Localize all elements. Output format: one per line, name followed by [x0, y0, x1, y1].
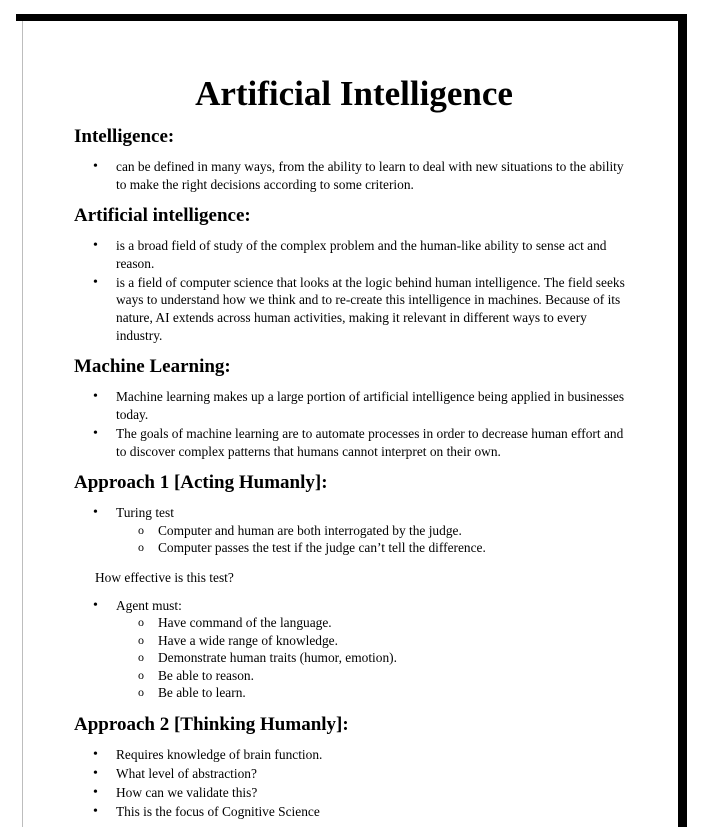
list-item — [74, 274, 634, 344]
bullet-icon: • — [93, 597, 98, 613]
list-item — [74, 784, 634, 802]
list-item — [74, 388, 634, 423]
list-item-text: is a broad field of study of the complex problem and the human-like ability to sense act and reason. — [116, 238, 607, 271]
circle-bullet-icon: o — [138, 685, 144, 700]
list-item-text: How can we validate this? — [116, 785, 258, 801]
bullet-icon: • — [93, 274, 98, 290]
bullet-icon: • — [93, 804, 98, 820]
sub-list-item — [116, 522, 634, 540]
page-frame-right-border — [678, 14, 687, 827]
sub-list-item — [116, 614, 634, 632]
circle-bullet-icon: o — [138, 650, 144, 665]
agent-must-list — [74, 597, 634, 703]
bullet-icon: • — [93, 766, 98, 782]
list-item — [74, 158, 634, 193]
section-heading-approach-1: Approach 1 [Acting Humanly]: — [74, 472, 328, 494]
bullet-icon: • — [93, 505, 98, 521]
machine-learning-list — [74, 388, 634, 460]
section-heading-approach-2: Approach 2 [Thinking Humanly]: — [74, 714, 349, 736]
page-frame-left-border — [22, 21, 23, 827]
page-frame-top-border — [16, 14, 687, 21]
sub-list-item-text: Have a wide range of knowledge. — [158, 632, 338, 648]
sub-list-item-text: Computer passes the test if the judge can’t tell the difference. — [158, 540, 486, 556]
list-item-text: Turing test — [116, 505, 174, 521]
circle-bullet-icon: o — [138, 540, 144, 555]
artificial-intelligence-list — [74, 237, 634, 344]
agent-must-sublist — [116, 614, 634, 702]
circle-bullet-icon: o — [138, 615, 144, 630]
sub-list-item-text: Be able to reason. — [158, 667, 254, 683]
bullet-icon: • — [93, 238, 98, 254]
list-item-text: This is the focus of Cognitive Science — [116, 804, 320, 820]
list-item — [74, 504, 634, 557]
list-item-text: Requires knowledge of brain function. — [116, 747, 323, 763]
bullet-icon: • — [93, 389, 98, 405]
list-item-text: can be defined in many ways, from the ability to learn to deal with new situations to the ability to make the right decisions according to some criterion. — [116, 159, 624, 192]
bullet-icon: • — [93, 785, 98, 801]
section-heading-machine-learning: Machine Learning: — [74, 356, 231, 378]
list-item-text: Agent must: — [116, 597, 182, 613]
intelligence-list — [74, 158, 634, 193]
list-item-text: Machine learning makes up a large portion of artificial intelligence being applied in businesses today. — [116, 389, 625, 422]
list-item-text: The goals of machine learning are to automate processes in order to decrease human effort and to discover complex patterns that humans cannot interpret on their own. — [116, 425, 624, 459]
list-item — [74, 597, 634, 703]
sub-list-item-text: Demonstrate human traits (humor, emotion). — [158, 650, 397, 666]
circle-bullet-icon: o — [138, 522, 144, 537]
bullet-icon: • — [93, 425, 98, 441]
approach-2-list — [74, 746, 634, 821]
sub-list-item-text: Have command of the language. — [158, 615, 332, 631]
list-item — [74, 765, 634, 783]
turing-question: How effective is this test? — [95, 569, 234, 585]
sub-list-item-text: Be able to learn. — [158, 685, 246, 701]
section-heading-artificial-intelligence: Artificial intelligence: — [74, 205, 251, 227]
document-title: Artificial Intelligence — [195, 74, 513, 113]
circle-bullet-icon: o — [138, 667, 144, 682]
sub-list-item — [116, 539, 634, 557]
turing-test-sublist — [116, 522, 634, 557]
sub-list-item — [116, 667, 634, 685]
list-item — [74, 237, 634, 272]
list-item — [74, 425, 634, 460]
section-heading-intelligence: Intelligence: — [74, 126, 175, 147]
sub-list-item — [116, 632, 634, 650]
sub-list-item — [116, 684, 634, 702]
sub-list-item-text: Computer and human are both interrogated by the judge. — [158, 522, 462, 538]
turing-test-list — [74, 504, 634, 557]
list-item-text: is a field of computer science that looks at the logic behind human intelligence. The field seeks ways to understand how we think and to re-create this intelligence in machines. Because of its nature, AI extends across human activities, making it relevant in different ways to every industry. — [116, 274, 625, 343]
list-item-text: What level of abstraction? — [116, 766, 257, 782]
list-item — [74, 746, 634, 764]
bullet-icon: • — [93, 747, 98, 763]
document-page — [74, 72, 634, 833]
sub-list-item — [116, 649, 634, 667]
list-item — [74, 803, 634, 821]
circle-bullet-icon: o — [138, 632, 144, 647]
bullet-icon: • — [93, 159, 98, 174]
